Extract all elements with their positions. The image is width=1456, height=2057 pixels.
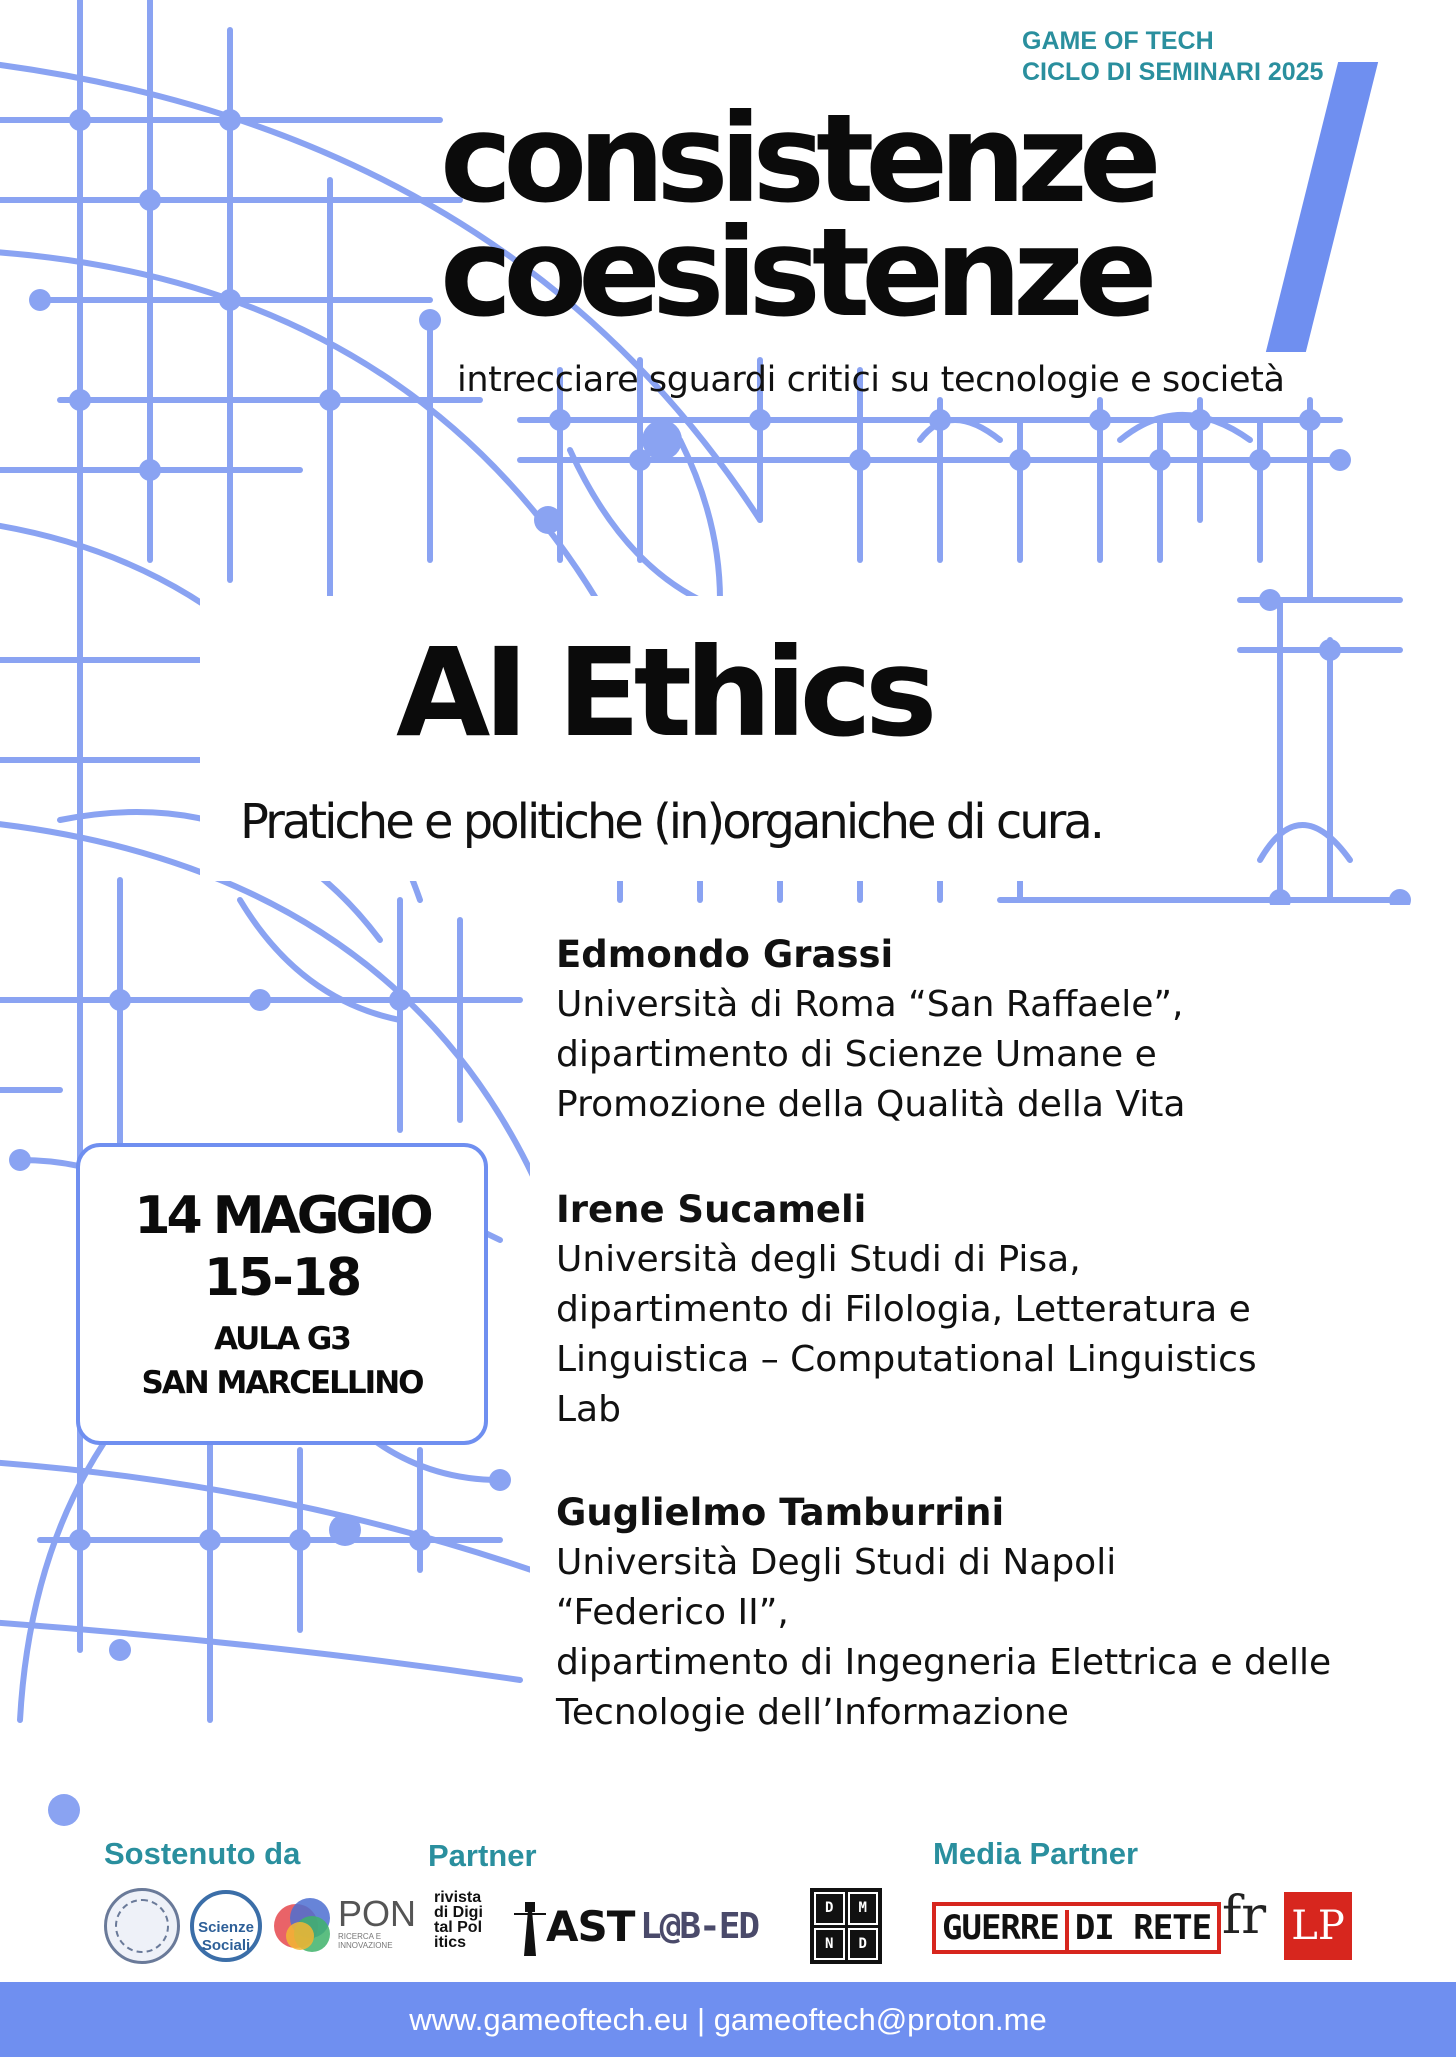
university-seal-logo xyxy=(104,1888,180,1964)
lighthouse-icon xyxy=(512,1896,548,1960)
partner-label: Partner xyxy=(428,1838,537,1873)
guerre-di-rete-left-text: GUERRE xyxy=(942,1908,1059,1948)
speaker-affiliation-line: Promozione della Qualità della Vita xyxy=(556,1084,1186,1125)
speaker-card xyxy=(556,1488,1436,1738)
labed-logo: L@B-ED xyxy=(640,1906,759,1947)
scienze-sociali-text: Scienze Sociali xyxy=(198,1919,254,1954)
series-tagline: intrecciare sguardi critici su tecnologie e società xyxy=(457,360,1285,400)
speaker-name: Guglielmo Tamburrini xyxy=(556,1491,1005,1534)
speaker-affiliation-line: “Federico II”, xyxy=(556,1592,789,1633)
dmnd-letter: N xyxy=(814,1928,845,1961)
event-room: AULA G3 xyxy=(214,1321,350,1357)
rivista-digital-politics-logo xyxy=(434,1890,498,1962)
pon-logo xyxy=(338,1893,418,1950)
title-line-1: consistenze xyxy=(440,88,1153,230)
university-seal-ring xyxy=(115,1899,169,1953)
speaker-affiliation-line: dipartimento di Scienze Umane e xyxy=(556,1034,1157,1075)
dmnd-letter: D xyxy=(814,1892,845,1925)
date-box xyxy=(76,1143,488,1445)
speaker-card xyxy=(556,930,1436,1130)
media-partner-label: Media Partner xyxy=(933,1836,1139,1871)
rdp-logo-text: rivista di Digi tal Pol itics xyxy=(434,1889,483,1951)
speaker-name: Edmondo Grassi xyxy=(556,933,894,976)
speaker-affiliation-line: Linguistica – Computational Linguistics xyxy=(556,1339,1257,1380)
event-date: 14 MAGGIO xyxy=(134,1186,430,1246)
pon-logo-subtext: RICERCA E INNOVAZIONE xyxy=(338,1932,393,1950)
dmnd-letter: M xyxy=(848,1892,879,1925)
speaker-affiliation-line: Università degli Studi di Pisa, xyxy=(556,1239,1081,1280)
series-heading xyxy=(1022,26,1362,88)
event-time: 15-18 xyxy=(203,1248,361,1308)
speaker-affiliation-line: Lab xyxy=(556,1389,621,1430)
dmnd-letter: D xyxy=(848,1928,879,1961)
title-line-2: coesistenze xyxy=(440,202,1149,344)
guerre-di-rete-right-text: DI RETE xyxy=(1074,1908,1212,1948)
footer-contacts: www.gameoftech.eu | gameoftech@proton.me xyxy=(0,1982,1456,2057)
speaker-affiliation-line: dipartimento di Ingegneria Elettrica e delle xyxy=(556,1642,1332,1683)
ast-logo: AST xyxy=(546,1902,635,1951)
lp-logo: LP xyxy=(1284,1892,1352,1960)
speaker-card xyxy=(556,1185,1436,1435)
fr-logo: fr xyxy=(1222,1886,1267,1946)
speaker-affiliation-line: dipartimento di Filologia, Letteratura e xyxy=(556,1289,1251,1330)
speaker-affiliation-line: Tecnologie dell’Informazione xyxy=(556,1692,1069,1733)
speaker-affiliation-line: Università Degli Studi di Napoli xyxy=(556,1542,1117,1583)
speaker-name: Irene Sucameli xyxy=(556,1188,867,1231)
guerre-di-rete-logo xyxy=(932,1902,1221,1954)
scienze-sociali-logo xyxy=(190,1890,262,1962)
series-subtitle: CICLO DI SEMINARI 2025 xyxy=(1022,58,1324,86)
event-tagline: Pratiche e politiche (in)organiche di cura. xyxy=(240,794,1103,850)
guerre-di-rete-separator xyxy=(1065,1910,1069,1950)
event-title: AI Ethics xyxy=(396,622,931,764)
pon-logo-text: PON xyxy=(338,1893,417,1934)
supported-by-label: Sostenuto da xyxy=(104,1836,301,1871)
speaker-affiliation-line: Università di Roma “San Raffaele”, xyxy=(556,984,1184,1025)
dmnd-logo xyxy=(810,1888,882,1964)
series-name: GAME OF TECH xyxy=(1022,27,1214,55)
pon-color-mark-icon xyxy=(272,1892,336,1956)
event-venue: SAN MARCELLINO xyxy=(141,1365,423,1401)
